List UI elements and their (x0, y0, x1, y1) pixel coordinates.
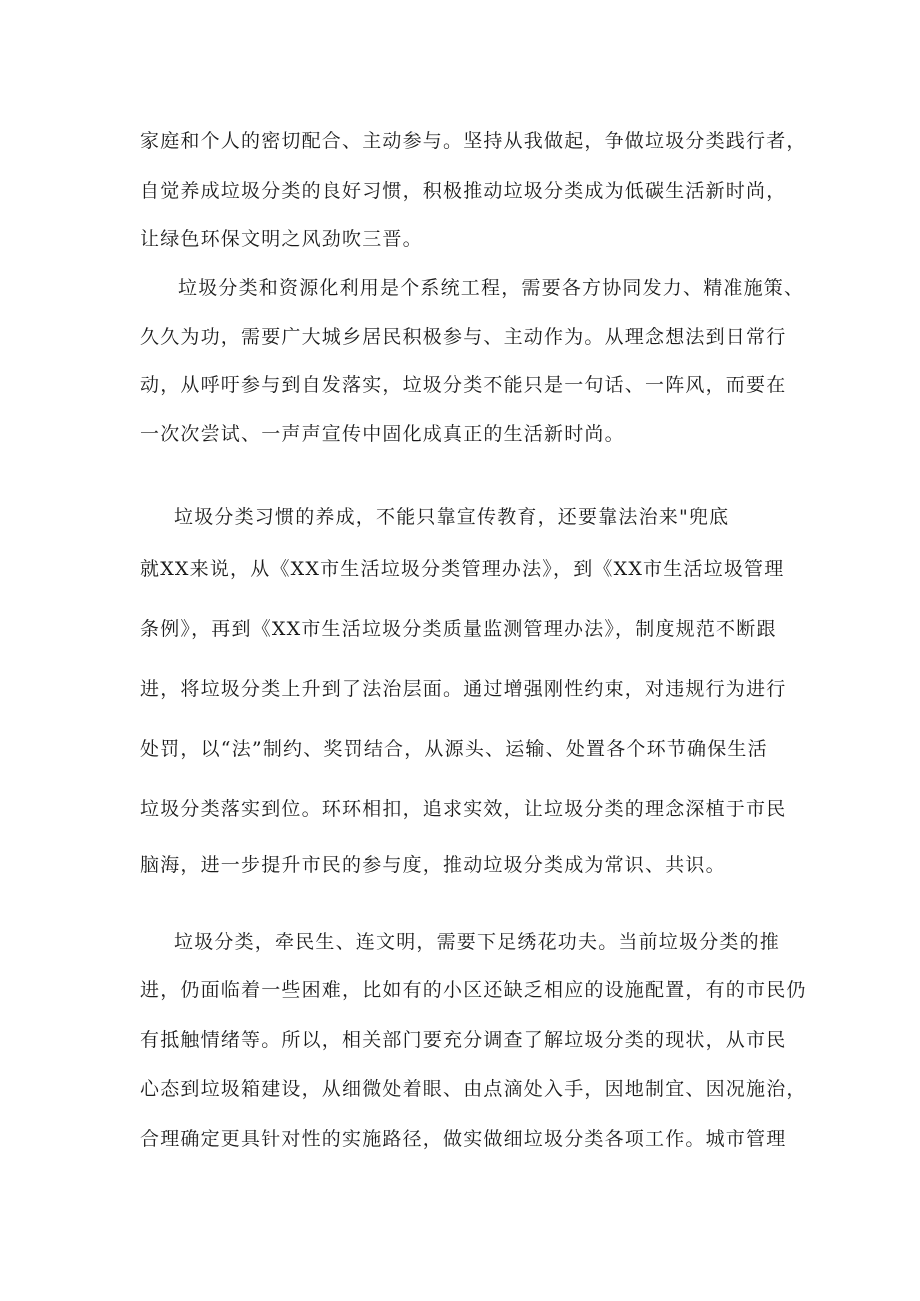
text-line: 进，仍面临着一些困难，比如有的小区还缺乏相应的设施配置，有的市民仍 (140, 979, 807, 1001)
text-line: 一次次尝试、一声声宣传中固化成真正的生活新时尚。 (140, 423, 625, 445)
text-line: 家庭和个人的密切配合、主动参与。坚持从我做起，争做垃圾分类践行者， (140, 130, 807, 152)
text-line: 就XX来说，从《XX市生活垃圾分类管理办法》，到《XX市生活垃圾管理 (140, 558, 785, 580)
text-line: 垃圾分类习惯的养成，不能只靠宣传教育，还要靠法治来"兜底 (174, 506, 730, 528)
text-line: 垃圾分类，牵民生、连文明，需要下足绣花功夫。当前垃圾分类的推 (174, 931, 781, 953)
text-line: 心态到垃圾箱建设，从细微处着眼、由点滴处入手，因地制宜、因况施治， (140, 1078, 807, 1100)
text-line: 脑海，进一步提升市民的参与度，推动垃圾分类成为常识、共识。 (140, 854, 726, 876)
text-line: 条例》，再到《XX市生活垃圾分类质量监测管理办法》，制度规范不断跟 (140, 618, 777, 640)
text-line: 自觉养成垃圾分类的良好习惯，积极推动垃圾分类成为低碳生活新时尚， (140, 180, 787, 202)
text-line: 处罚，以“法”制约、奖罚结合，从源头、运输、处置各个环节确保生活 (140, 738, 768, 760)
text-line: 动，从呼吁参与到自发落实，垃圾分类不能只是一句话、一阵风，而要在 (140, 374, 787, 396)
text-line: 合理确定更具针对性的实施路径，做实做细垃圾分类各项工作。城市管理 (140, 1128, 787, 1150)
text-line: 垃圾分类落实到位。环环相扣，追求实效，让垃圾分类的理念深植于市民 (140, 798, 787, 820)
text-line: 让绿色环保文明之风劲吹三晋。 (140, 228, 423, 250)
text-line: 有抵触情绪等。所以，相关部门要充分调查了解垃圾分类的现状，从市民 (140, 1029, 787, 1051)
text-line: 久久为功，需要广大城乡居民积极参与、主动作为。从理念想法到日常行 (140, 326, 787, 348)
text-line: 进，将垃圾分类上升到了法治层面。通过增强刚性约束，对违规行为进行 (140, 678, 787, 700)
text-line: 垃圾分类和资源化利用是个系统工程，需要各方协同发力、精准施策、 (178, 277, 805, 299)
